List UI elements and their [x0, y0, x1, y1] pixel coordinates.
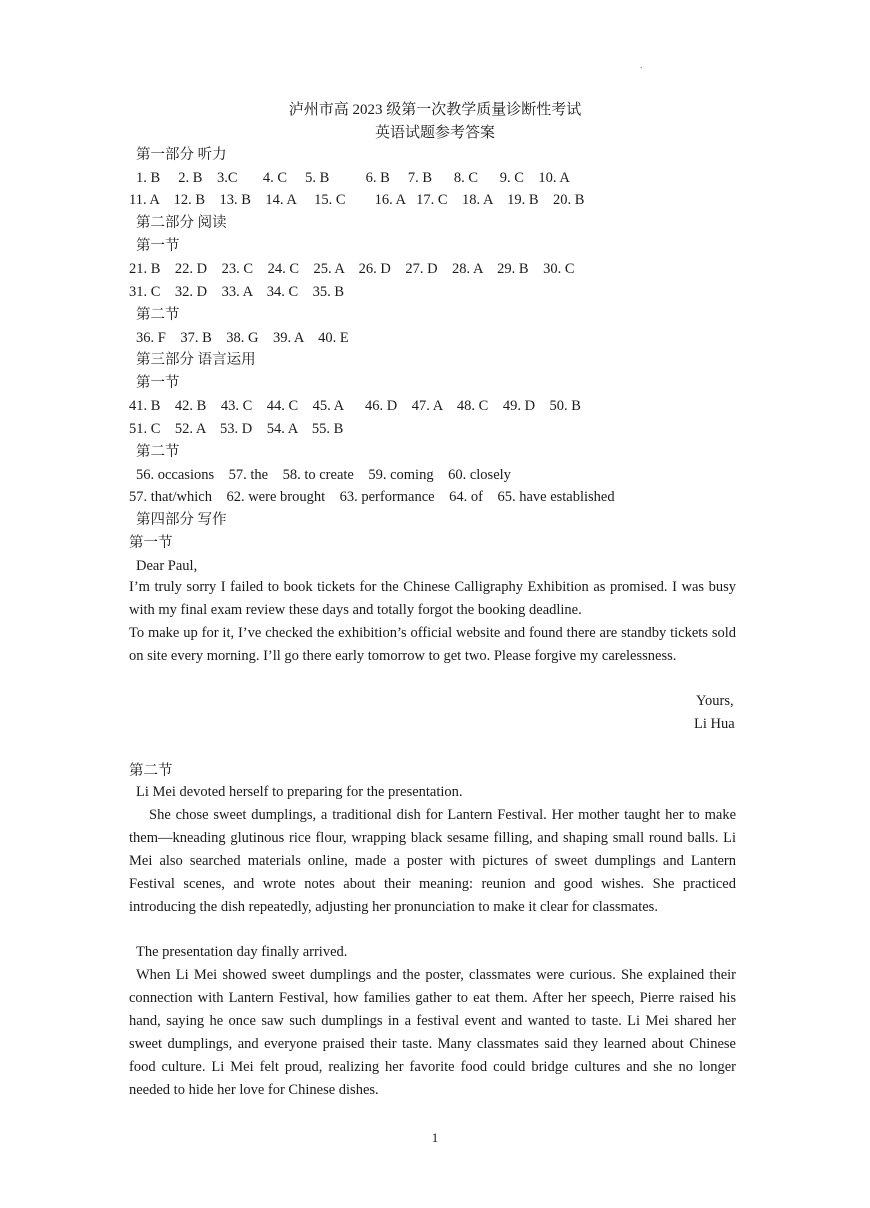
part3-section1-heading: 第一节 — [136, 375, 180, 391]
part1-answers-row2: 11. A 12. B 13. B 14. A 15. C 16. A 17. C 18. A 19. B 20. B — [129, 192, 585, 208]
part1-heading: 第一部分 听力 — [136, 147, 227, 163]
scan-speck: . — [640, 60, 643, 71]
part4-section2-heading: 第二节 — [129, 763, 173, 779]
part3-heading: 第三部分 语言运用 — [136, 352, 256, 368]
letter-closing: Yours, — [696, 693, 734, 709]
exam-subtitle: 英语试题参考答案 — [374, 125, 495, 141]
part2-section1-heading: 第一节 — [136, 238, 180, 254]
letter-signature: Li Hua — [694, 716, 735, 732]
part2-answers-row1: 21. B 22. D 23. C 24. C 25. A 26. D 27. D 28. A 29. B 30. C — [129, 261, 575, 277]
story-paragraph-4: When Li Mei showed sweet dumplings and the poster, classmates were curious. She explained their connection with Lantern Festival, how families gather to eat them. After her speech, Pierre raised his hand, saying he once saw such dumplings in a festival event and wanted to taste. Li Mei shared her sweet dumplings, and everyone praised their taste. Many classmates said they learned about Chinese food culture. Li Mei felt proud, realizing her favorite food could bridge cultures and she no longer needed to hide her love for Chinese dishes. — [129, 967, 736, 1098]
part2-answers-row2: 31. C 32. D 33. A 34. C 35. B — [129, 284, 345, 300]
exam-title: 泸州市高 2023 级第一次教学质量诊断性考试 — [288, 102, 582, 118]
letter-paragraph-2: To make up for it, I’ve checked the exhibition’s official website and found there are standby tickets sold on site every morning. I’ll go there early tomorrow to get two. Please forgive my carelessness. — [129, 625, 736, 664]
letter-paragraph-1: I’m truly sorry I failed to book tickets for the Chinese Calligraphy Exhibition as promised. I was busy with my final exam review these days and totally forgot the booking deadline. — [129, 579, 736, 618]
part3-answers-row4: 57. that/which 62. were brought 63. performance 64. of 65. have established — [129, 489, 615, 505]
part3-section2-heading: 第二节 — [136, 444, 180, 460]
part3-answers-row2: 51. C 52. A 53. D 54. A 55. B — [129, 421, 344, 437]
part4-section1-heading: 第一节 — [129, 535, 173, 551]
part3-answers-row1: 41. B 42. B 43. C 44. C 45. A 46. D 47. A 48. C 49. D 50. B — [129, 398, 581, 414]
part2-section2-heading: 第二节 — [136, 307, 180, 323]
story-paragraph-3: The presentation day finally arrived. — [136, 944, 348, 960]
part4-heading: 第四部分 写作 — [136, 512, 227, 528]
letter-salutation: Dear Paul, — [136, 558, 198, 574]
page-number: 1 — [431, 1130, 439, 1145]
part3-answers-row3: 56. occasions 57. the 58. to create 59. coming 60. closely — [136, 467, 511, 483]
story-paragraph-1: Li Mei devoted herself to preparing for the presentation. — [136, 784, 463, 800]
part2-answers-row3: 36. F 37. B 38. G 39. A 40. E — [136, 330, 349, 346]
part1-answers-row1: 1. B 2. B 3.C 4. C 5. B 6. B 7. B 8. C 9. C 10. A — [136, 170, 570, 186]
story-paragraph-2: She chose sweet dumplings, a traditional dish for Lantern Festival. Her mother taught her to make them—kneading glutinous rice flour, wrapping black sesame filling, and shaping small round balls. Li Mei also searched materials online, made a poster with pictures of sweet dumplings and Lantern Festival scenes, and wrote notes about their meaning: reunion and good wishes. She practiced introducing the dish repeatedly, adjusting her pronunciation to make it clear for classmates. — [129, 807, 736, 915]
part2-heading: 第二部分 阅读 — [136, 215, 227, 231]
